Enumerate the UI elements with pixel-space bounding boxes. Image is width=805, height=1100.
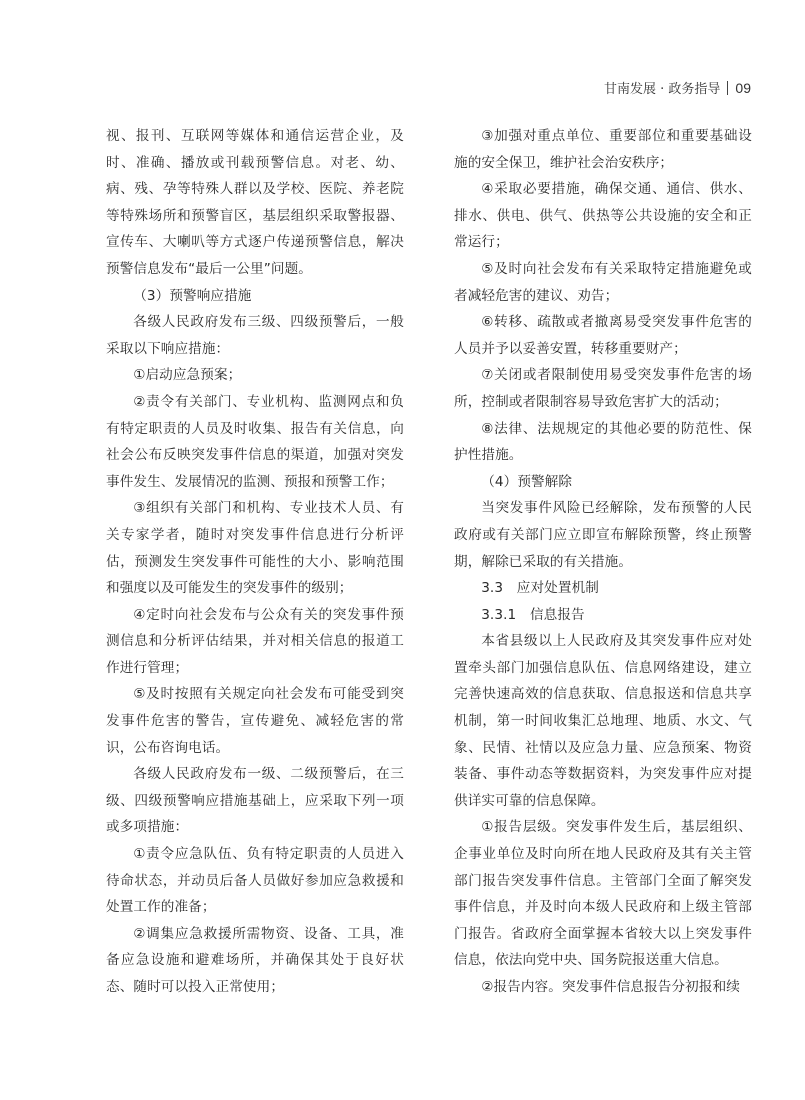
paragraph: ⑥转移、疏散或者撤离易受突发事件危害的人员并予以妥善安置，转移重要财产； bbox=[454, 314, 752, 357]
running-header bbox=[604, 78, 751, 97]
paragraph: ③组织有关部门和机构、专业技术人员、有关专家学者，随时对突发事件信息进行分析评估，预测发生突发事件可能性的大小、影响范围和强度以及可能发生的突发事件的级别； bbox=[106, 500, 404, 597]
header-title: 甘南发展 · 政务指导 bbox=[604, 82, 721, 97]
paragraph: ②责令有关部门、专业机构、监测网点和负有特定职责的人员及时收集、报告有关信息，向社会公布反映突发事件信息的渠道，加强对突发事件发生、发展情况的监测、预报和预警工作； bbox=[106, 393, 404, 490]
header-divider bbox=[727, 81, 728, 95]
paragraph: 3.3.1 信息报告 bbox=[481, 606, 585, 623]
paragraph: ⑤及时向社会发布有关采取特定措施避免或者减轻危害的建议、劝告； bbox=[454, 260, 752, 304]
paragraph: ⑦关闭或者限制使用易受突发事件危害的场所，控制或者限制容易导致危害扩大的活动； bbox=[454, 367, 752, 410]
paragraph: （3）预警响应措施 bbox=[133, 287, 252, 304]
paragraph: 各级人民政府发布三级、四级预警后，一般采取以下响应措施： bbox=[106, 314, 404, 357]
paragraph: ③加强对重点单位、重要部位和重要基础设施的安全保卫，维护社会治安秩序； bbox=[454, 128, 752, 171]
paragraph: ④采取必要措施，确保交通、通信、供水、排水、供电、供气、供热等公共设施的安全和正常运行； bbox=[454, 181, 752, 251]
paragraph: 当突发事件风险已经解除，发布预警的人民政府或有关部门应立即宣布解除预警，终止预警期，解除已采取的有关措施。 bbox=[454, 500, 752, 570]
paragraph: ②调集应急救援所需物资、设备、工具，准备应急设施和避难场所，并确保其处于良好状态、随时可以投入正常使用； bbox=[106, 925, 404, 995]
paragraph: （4）预警解除 bbox=[481, 473, 573, 490]
left-column bbox=[106, 123, 404, 1001]
paragraph: 3.3 应对处置机制 bbox=[481, 580, 599, 597]
paragraph: 视、报刊、互联网等媒体和通信运营企业，及时、准确、播放或刊载预警信息。对老、幼、病、残、孕等特殊人群以及学校、医院、养老院等特殊场所和预警盲区，基层组织采取警报器、宣传车、大喇叭等方式逐户传递预警信息，解决预警信息发布“最后一公里”问题。 bbox=[106, 128, 404, 277]
paragraph: ⑤及时按照有关规定向社会发布可能受到突发事件危害的警告，宣传避免、减轻危害的常识，公布咨询电话。 bbox=[106, 686, 404, 756]
paragraph: ①启动应急预案； bbox=[133, 367, 242, 384]
paragraph: ①责令应急队伍、负有特定职责的人员进入待命状态，并动员后备人员做好参加应急救援和处置工作的准备； bbox=[106, 846, 404, 916]
paragraph: ⑧法律、法规规定的其他必要的防范性、保护性措施。 bbox=[454, 420, 752, 464]
right-column bbox=[454, 123, 752, 1001]
paragraph: ②报告内容。突发事件信息报告分初报和续 bbox=[481, 979, 740, 995]
paragraph: 各级人民政府发布一级、二级预警后，在三级、四级预警响应措施基础上，应采取下列一项或多项措施： bbox=[106, 766, 404, 836]
paragraph: ④定时向社会发布与公众有关的突发事件预测信息和分析评估结果，并对相关信息的报道工作进行管理； bbox=[106, 606, 404, 676]
page-number: 09 bbox=[735, 79, 751, 96]
paragraph: ①报告层级。突发事件发生后，基层组织、企事业单位及时向所在地人民政府及其有关主管部门报告突发事件信息。主管部门全面了解突发事件信息，并及时向本级人民政府和上级主管部门报告。省政府全面掌握本省较大以上突发事件信息，依法向党中央、国务院报送重大信息。 bbox=[454, 819, 752, 969]
paragraph: 本省县级以上人民政府及其突发事件应对处置牵头部门加强信息队伍、信息网络建设，建立完善快速高效的信息获取、信息报送和信息共享机制，第一时间收集汇总地理、地质、水文、气象、民情、社情以及应急力量、应急预案、物资装备、事件动态等数据资料，为突发事件应对提供详实可靠的信息保障。 bbox=[454, 633, 752, 809]
